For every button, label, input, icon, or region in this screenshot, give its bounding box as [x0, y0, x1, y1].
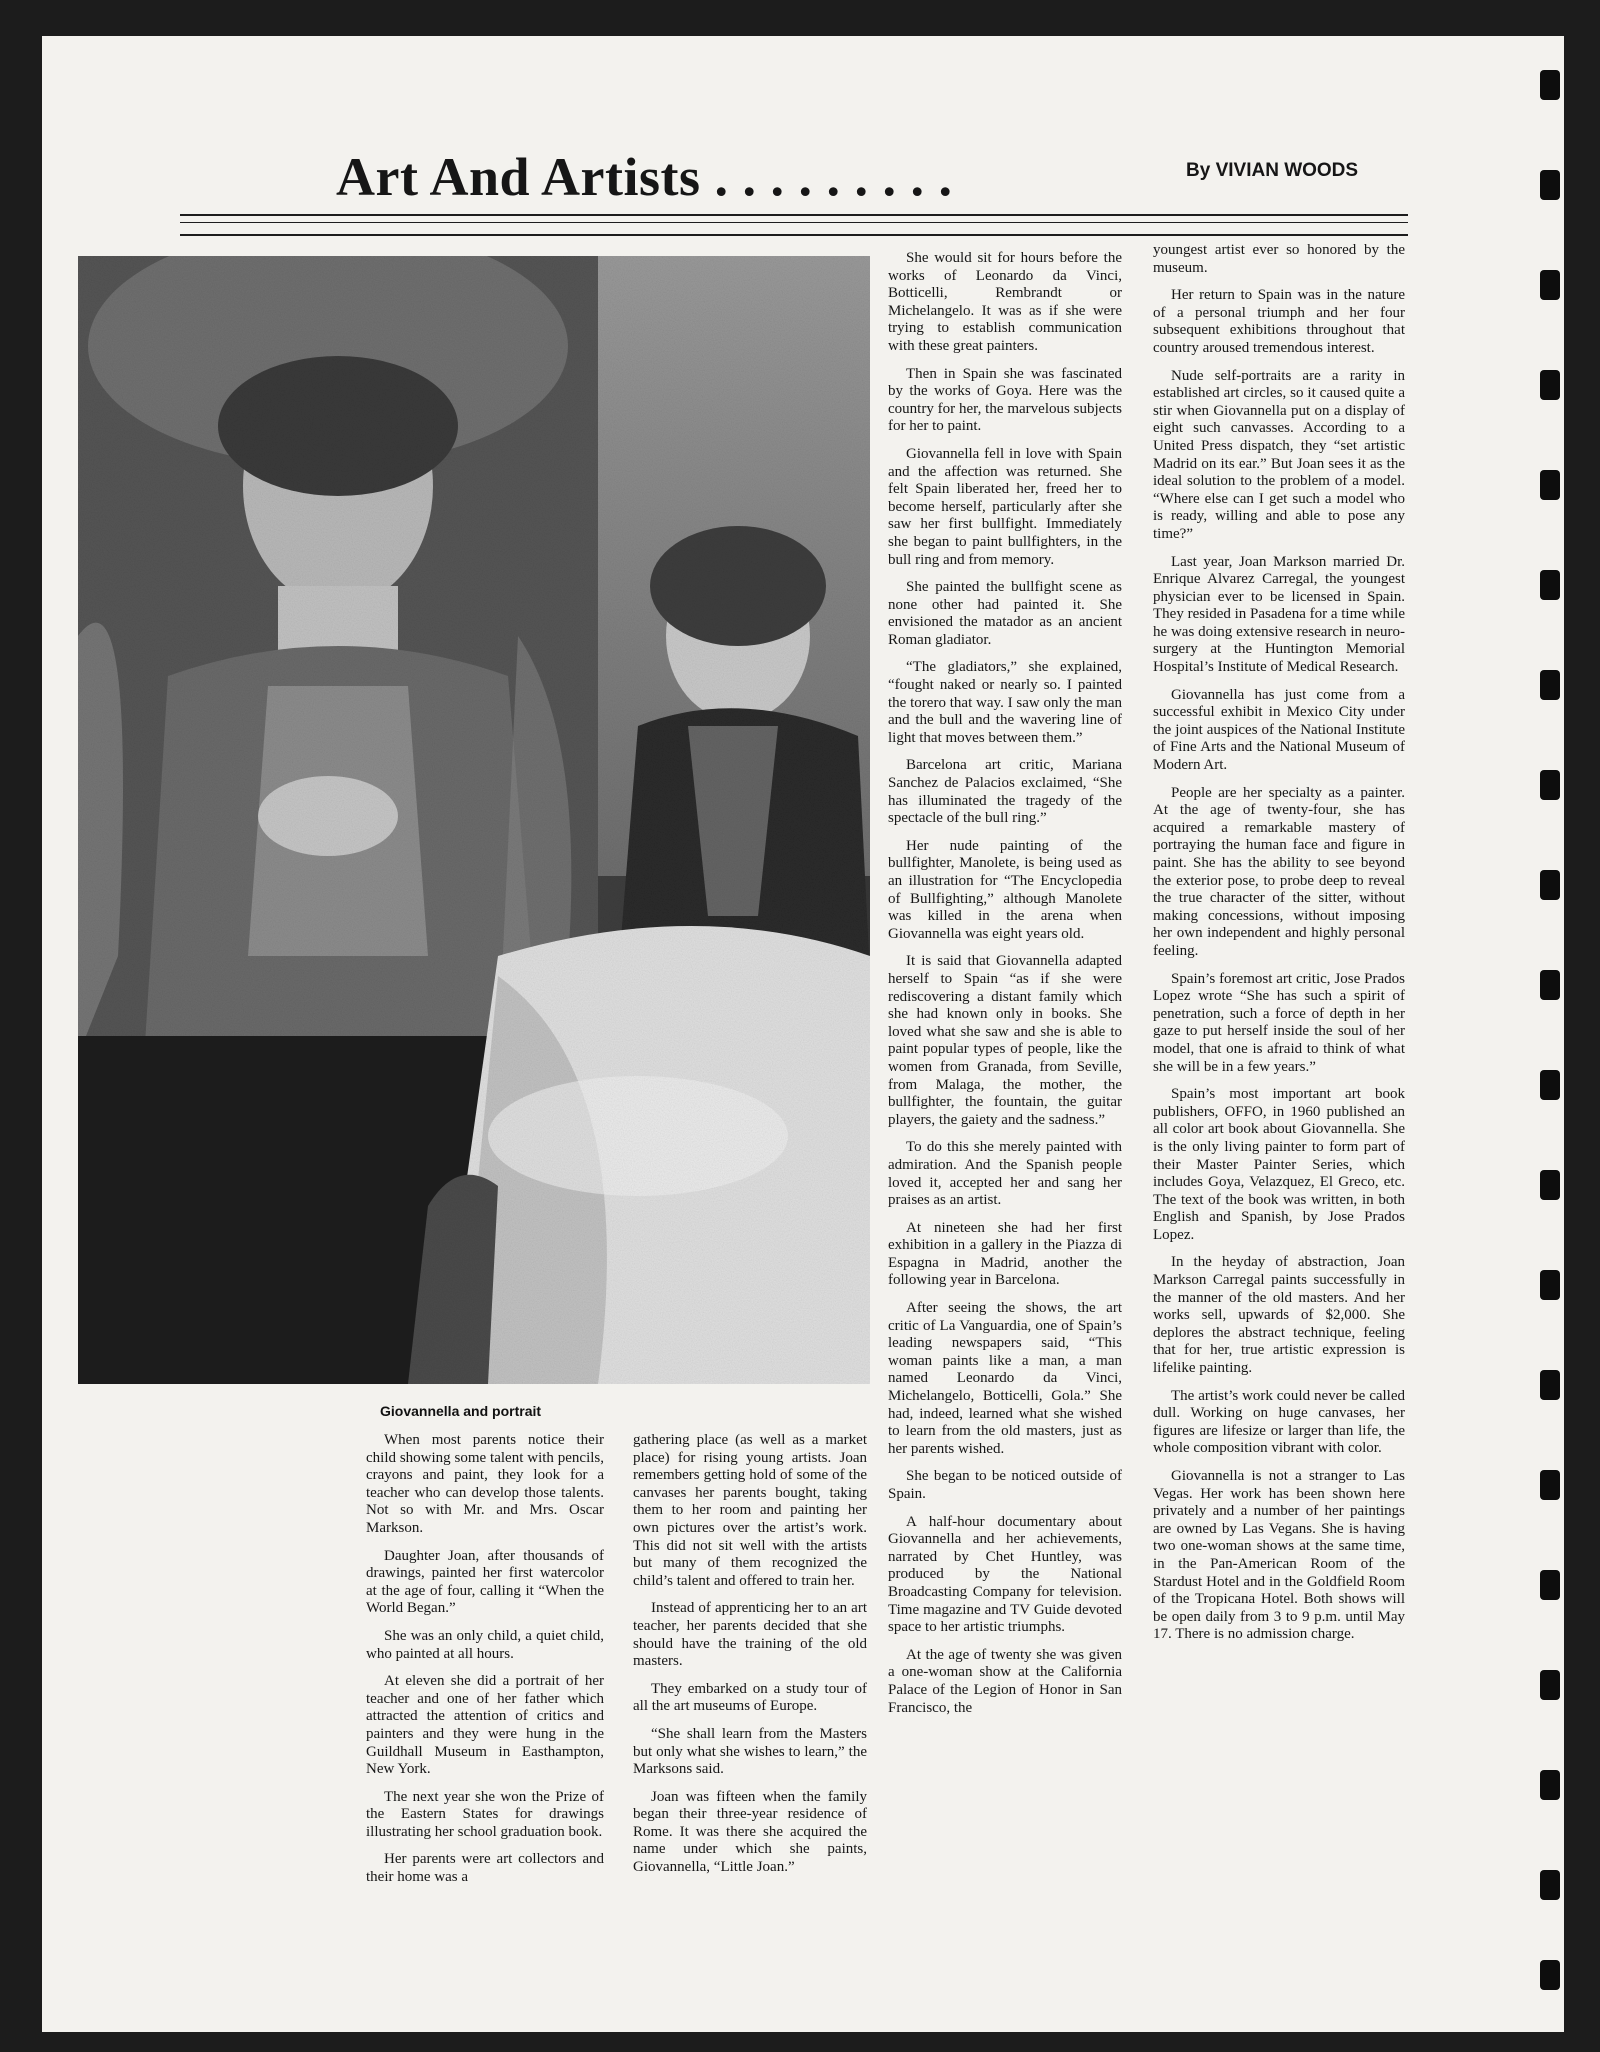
photo-caption: Giovannella and portrait — [380, 1403, 542, 1419]
binder-hole — [1540, 1870, 1560, 1900]
paragraph: Then in Spain she was fascinated by the works of Goya. Here was the country for her, the marvelous subjects for her to paint. — [888, 365, 1122, 435]
binder-holes — [1540, 70, 1562, 1990]
paragraph: Giovannella is not a stranger to Las Vegas. Her work has been shown here privately and a number of her paintings are owned by Las Vegans. She is having two one-woman shows at the same time, in the Pan-American Room of the Stardust Hotel and in the Goldfield Room of the Tropicana Hotel. Both shows will be open daily from 3 to 9 p.m. until May 17. There is no admission charge. — [1153, 1468, 1405, 1643]
binder-hole — [1540, 1270, 1560, 1300]
paragraph: Nude self-portraits are a rarity in established art circles, so it caused quite a stir when Giovannella put on a display of eight such canvasses. According to a United Press dispatch, they “set artistic Madrid on its ear.” But Joan sees it as the ideal solution to the problem of a model. “Where else can I get such a model who is ready, willing and able to pose any time?” — [1153, 367, 1405, 542]
binder-hole — [1540, 1370, 1560, 1400]
paragraph: Last year, Joan Markson married Dr. Enrique Alvarez Carregal, the youngest physician ever to be licensed in Spain. They resided in Pasadena for a time while he was doing extensive research in neuro-surgery at the Huntington Memorial Hospital’s Institute of Medical Research. — [1153, 553, 1405, 676]
binder-hole — [1540, 970, 1560, 1000]
paragraph: “She shall learn from the Masters but only what she wishes to learn,” the Marksons said. — [633, 1725, 867, 1778]
masthead-rule — [180, 222, 1408, 223]
paragraph: When most parents notice their child showing some talent with pencils, crayons and paint, they look for a teacher who can develop those talents. Not so with Mr. and Mrs. Oscar Markson. — [366, 1432, 604, 1536]
masthead-rule — [180, 234, 1408, 236]
binder-hole — [1540, 370, 1560, 400]
text-column-4 — [1153, 242, 1405, 1654]
masthead — [336, 146, 1416, 206]
photo-illustration — [78, 256, 870, 1384]
byline: By VIVIAN WOODS — [1186, 160, 1359, 181]
paragraph: People are her specialty as a painter. At the age of twenty-four, she has acquired a remarkable mastery of portraying the human face and figure in paint. She has the ability to see beyond the exterior pose, to probe deep to reveal the true character of the sitter, without making concessions, without imposing her own independent and highly personal feeling. — [1153, 784, 1405, 959]
paragraph: “The gladiators,” she explained, “fought naked or nearly so. I painted the torero that way. I saw only the man and the bull and the wavering line of light that moves between them.” — [888, 659, 1122, 746]
paragraph: At nineteen she had her first exhibition in a gallery in the Piazza di Espagna in Madrid, another the following year in Barcelona. — [888, 1219, 1122, 1289]
binder-hole — [1540, 270, 1560, 300]
binder-hole — [1540, 1770, 1560, 1800]
masthead-rule — [180, 214, 1408, 216]
paragraph: Daughter Joan, after thousands of drawings, painted her first watercolor at the age of four, calling it “When the World Began.” — [366, 1547, 604, 1617]
binder-hole — [1540, 770, 1560, 800]
binder-hole — [1540, 170, 1560, 200]
paragraph: At eleven she did a portrait of her teacher and one of her father which attracted the attention of critics and painters and they were hung in the Guildhall Museum in Easthampton, New York. — [366, 1673, 604, 1778]
text-column-3 — [888, 250, 1122, 1727]
paragraph: Spain’s foremost art critic, Jose Prados Lopez wrote “She has such a spirit of penetration, such a force of depth in her gaze to put herself inside the soul of her model, that one is afraid to think of what she will be in a few years.” — [1153, 970, 1405, 1075]
paragraph: She painted the bullfight scene as none other had painted it. She envisioned the matador as an ancient Roman gladiator. — [888, 579, 1122, 648]
paragraph: They embarked on a study tour of all the art museums of Europe. — [633, 1680, 867, 1715]
text-column-2 — [633, 1432, 867, 1887]
paragraph: Her nude painting of the bullfighter, Manolete, is being used as an illustration for “The Encyclopedia of Bullfighting,” although Manolete was killed in the arena when Giovannella was eight years old. — [888, 837, 1122, 942]
binder-hole — [1540, 1960, 1560, 1990]
paragraph: Barcelona art critic, Mariana Sanchez de Palacios exclaimed, “She has illuminated the tragedy of the spectacle of the bull ring.” — [888, 757, 1122, 827]
paragraph: Her return to Spain was in the nature of a personal triumph and her four subsequent exhibitions throughout that country aroused tremendous interest. — [1153, 287, 1405, 356]
paragraph: She began to be noticed outside of Spain. — [888, 1468, 1122, 1502]
paragraph: To do this she merely painted with admiration. And the Spanish people loved it, accepted her and sang her praises as an artist. — [888, 1139, 1122, 1209]
text-column-1 — [366, 1432, 604, 1897]
paragraph: In the heyday of abstraction, Joan Markson Carregal paints successfully in the manner of the old masters. And her works sell, upwards of $2,000. She deplores the abstract technique, feeling that for her, true artistic expression is lifelike painting. — [1153, 1254, 1405, 1377]
paragraph: Giovannella has just come from a successful exhibit in Mexico City under the joint auspices of the National Institute of Fine Arts and the National Museum of Modern Art. — [1153, 686, 1405, 774]
halftone-photo — [78, 256, 870, 1384]
binder-hole — [1540, 570, 1560, 600]
paragraph: A half-hour documentary about Giovannella and her achievements, narrated by Chet Huntley, was produced by the National Broadcasting Company for television. Time magazine and TV Guide devoted space to her artistic triumphs. — [888, 1513, 1122, 1636]
binder-hole — [1540, 70, 1560, 100]
paragraph: Joan was fifteen when the family began their three-year residence of Rome. It was there she acquired the name under which she paints, Giovannella, “Little Joan.” — [633, 1788, 867, 1876]
binder-hole — [1540, 1470, 1560, 1500]
binder-hole — [1540, 1170, 1560, 1200]
binder-hole — [1540, 1570, 1560, 1600]
binder-hole — [1540, 870, 1560, 900]
paragraph: The artist’s work could never be called dull. Working on huge canvases, her figures are lifesize or larger than life, the whole composition vibrant with color. — [1153, 1387, 1405, 1457]
column-title: Art And Artists . . . . . . . . . — [336, 147, 953, 207]
paragraph: It is said that Giovannella adapted herself to Spain “as if she were rediscovering a distant family which she had known only in books. She loved what she saw and she is able to paint popular types of people, like the women from Granada, from Seville, from Malaga, the mother, the bullfighter, the fountain, the guitar players, the gaiety and the sadness.” — [888, 953, 1122, 1128]
binder-hole — [1540, 470, 1560, 500]
binder-hole — [1540, 1070, 1560, 1100]
paragraph: gathering place (as well as a market place) for rising young artists. Joan remembers getting hold of some of the canvases her parents bought, taking them to her room and painting her own pictures over the artist’s work. This did not sit well with the artists but many of them recognized the child’s talent and offered to train her. — [633, 1432, 867, 1589]
paragraph: The next year she won the Prize of the Eastern States for drawings illustrating her school graduation book. — [366, 1788, 604, 1840]
binder-hole — [1540, 1670, 1560, 1700]
paragraph: Spain’s most important art book publishers, OFFO, in 1960 published an all color art book about Giovannella. She is the only living painter to form part of their Master Painter Series, which includes Goya, Velazquez, El Greco, etc. The text of the book was written, in both English and Spanish, by Jose Prados Lopez. — [1153, 1086, 1405, 1243]
paragraph: youngest artist ever so honored by the museum. — [1153, 242, 1405, 276]
paragraph: Giovannella fell in love with Spain and the affection was returned. She felt Spain liberated her, freed her to become herself, particularly after she saw her first bullfight. Immediately she began to paint bullfighters, in the bull ring and from memory. — [888, 445, 1122, 568]
binder-hole — [1540, 670, 1560, 700]
paragraph: She would sit for hours before the works of Leonardo da Vinci, Botticelli, Rembrandt or Michelangelo. It was as if she were trying to establish communication with these great painters. — [888, 250, 1122, 354]
paragraph: Her parents were art collectors and their home was a — [366, 1851, 604, 1886]
paragraph: At the age of twenty she was given a one-woman show at the California Palace of the Legion of Honor in San Francisco, the — [888, 1646, 1122, 1716]
paragraph: After seeing the shows, the art critic of La Vanguardia, one of Spain’s leading newspapers said, “This woman paints like a man, a man named Leonardo da Vinci, Michelangelo, Botticelli, Gola.” She had, indeed, learned what she wished to learn from the old masters, just as her parents wished. — [888, 1300, 1122, 1457]
paragraph: Instead of apprenticing her to an art teacher, her parents decided that she should have the training of the old masters. — [633, 1600, 867, 1670]
paragraph: She was an only child, a quiet child, who painted at all hours. — [366, 1627, 604, 1662]
